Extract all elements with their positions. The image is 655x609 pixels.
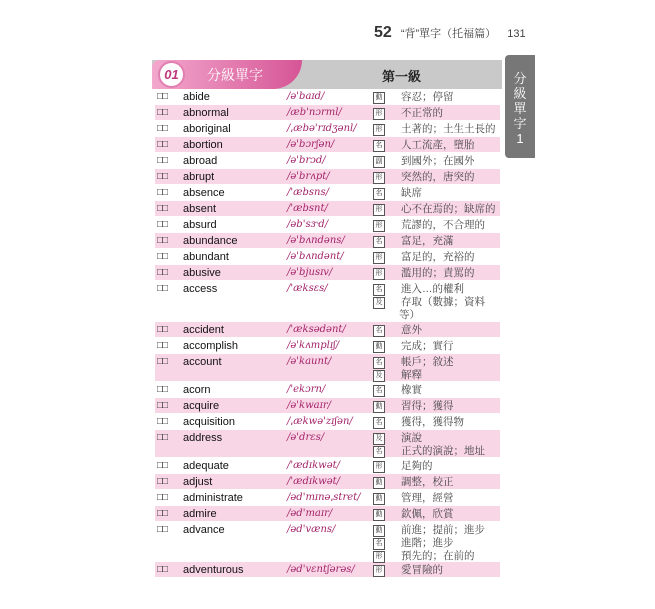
side-tab-char: 字 (513, 116, 527, 131)
definition-text: 突然的，唐突的 (401, 171, 475, 183)
vocab-word: abundance (183, 235, 238, 247)
vocab-definitions (373, 139, 500, 152)
vocab-definitions (373, 524, 500, 563)
vocab-phonetic: /'ædɪkwət/ (287, 460, 341, 471)
vocab-row (155, 281, 500, 322)
vocab-definitions (373, 235, 500, 248)
vocab-row (155, 382, 500, 398)
definition-line (373, 187, 500, 200)
review-checkbox-icon: □□ (157, 219, 168, 230)
definition-text: 意外 (401, 324, 422, 336)
part-of-speech-badge: 動 (373, 493, 385, 505)
definition-line (373, 296, 500, 309)
vocab-definitions (373, 155, 500, 168)
definition-line (373, 524, 500, 537)
definition-line (373, 537, 500, 550)
definition-text: 富足，充滿 (401, 235, 454, 247)
vocab-definitions (373, 508, 500, 521)
page-section-number: 52 (374, 24, 392, 41)
part-of-speech-badge: 名 (373, 446, 385, 458)
review-checkbox-icon: □□ (157, 203, 168, 214)
definition-line (373, 508, 500, 521)
definition-text: 解釋 (401, 369, 422, 381)
vocab-word: administrate (183, 492, 243, 504)
vocab-row (155, 414, 500, 430)
part-of-speech-badge: 及 (373, 433, 385, 445)
vocab-row (155, 338, 500, 354)
vocab-row (155, 249, 500, 265)
vocab-phonetic: /'ædɪkwət/ (287, 476, 341, 487)
definition-text: 容忍；停留 (401, 91, 454, 103)
definition-line (373, 267, 500, 280)
part-of-speech-badge: 形 (373, 461, 385, 473)
definition-text: 進階；進步 (401, 537, 454, 549)
vocab-row (155, 354, 500, 382)
part-of-speech-badge: 名 (373, 417, 385, 429)
vocabulary-list (155, 89, 500, 578)
definition-line (373, 155, 500, 168)
vocab-row (155, 169, 500, 185)
definition-line (373, 107, 500, 120)
vocab-phonetic: /ə'kwaɪr/ (287, 400, 331, 411)
vocab-definitions (373, 356, 500, 382)
vocab-row (155, 490, 500, 506)
part-of-speech-badge: 形 (373, 252, 385, 264)
vocab-definitions (373, 416, 500, 429)
definition-line (373, 492, 500, 505)
part-of-speech-badge: 名 (373, 284, 385, 296)
definition-line (373, 309, 500, 322)
part-of-speech-badge: 名 (373, 538, 385, 550)
vocab-phonetic: /ə'baɪd/ (287, 91, 325, 102)
vocab-word: abundant (183, 251, 229, 263)
part-of-speech-badge: 形 (373, 172, 385, 184)
review-checkbox-icon: □□ (157, 492, 168, 503)
definition-line (373, 369, 500, 382)
vocab-word: address (183, 432, 223, 444)
part-of-speech-badge: 動 (373, 341, 385, 353)
vocab-word: accident (183, 324, 224, 336)
vocab-row (155, 506, 500, 522)
page-header (374, 24, 624, 44)
vocab-definitions (373, 340, 500, 353)
vocab-word: access (183, 283, 218, 295)
vocab-definitions (373, 123, 500, 136)
vocab-definitions (373, 564, 500, 577)
review-checkbox-icon: □□ (157, 139, 168, 150)
vocab-phonetic: /əd'mɪnəˌstret/ (287, 492, 361, 503)
vocab-definitions (373, 203, 500, 216)
definition-line (373, 400, 500, 413)
vocab-definitions (373, 171, 500, 184)
vocab-phonetic: /'æbsnt/ (287, 203, 328, 214)
review-checkbox-icon: □□ (157, 476, 168, 487)
definition-line (373, 139, 500, 152)
definition-text: 存取（數據；資料 (401, 296, 485, 308)
vocab-row (155, 458, 500, 474)
part-of-speech-badge: 形 (373, 565, 385, 577)
page-number: 131 (507, 28, 526, 40)
vocab-word: aboriginal (183, 123, 231, 135)
vocab-row (155, 398, 500, 414)
vocab-row (155, 201, 500, 217)
part-of-speech-badge: 名 (373, 357, 385, 369)
vocab-definitions (373, 187, 500, 200)
vocab-word: abroad (183, 155, 218, 167)
definition-text: 進入…的權利 (401, 283, 464, 295)
review-checkbox-icon: □□ (157, 251, 168, 262)
review-checkbox-icon: □□ (157, 267, 168, 278)
part-of-speech-badge: 及 (373, 370, 385, 382)
definition-text: 管理，經營 (401, 492, 454, 504)
vocab-row (155, 137, 500, 153)
review-checkbox-icon: □□ (157, 123, 168, 134)
definition-text: 人工流產，墮胎 (401, 139, 475, 151)
vocab-definitions (373, 251, 500, 264)
definition-line (373, 324, 500, 337)
vocab-word: adventurous (183, 564, 244, 576)
side-tab-char: 級 (513, 86, 527, 101)
vocab-word: acorn (183, 384, 211, 396)
vocab-row (155, 121, 500, 137)
review-checkbox-icon: □□ (157, 171, 168, 182)
definition-text: 獲得，獲得物 (401, 416, 464, 428)
section-name: 分級單字 (207, 67, 263, 83)
vocab-phonetic: /ə'bɔrʃən/ (287, 139, 335, 150)
review-checkbox-icon: □□ (157, 356, 168, 367)
definition-line (373, 445, 500, 458)
definition-line (373, 219, 500, 232)
definition-text: 土著的；土生土長的 (401, 123, 496, 135)
definition-line (373, 416, 500, 429)
vocab-phonetic: /ə'drɛs/ (287, 432, 325, 443)
review-checkbox-icon: □□ (157, 187, 168, 198)
vocab-word: accomplish (183, 340, 239, 352)
vocab-phonetic: /æb'nɔrml/ (287, 107, 342, 118)
review-checkbox-icon: □□ (157, 416, 168, 427)
vocab-word: absence (183, 187, 225, 199)
side-tab-char: 分 (513, 71, 527, 86)
vocab-definitions (373, 476, 500, 489)
definition-line (373, 340, 500, 353)
definition-line (373, 564, 500, 577)
part-of-speech-badge: 動 (373, 525, 385, 537)
vocab-phonetic: /əb'sɝd/ (287, 219, 329, 230)
vocab-word: account (183, 356, 222, 368)
vocab-phonetic: /'æksədənt/ (287, 324, 346, 335)
review-checkbox-icon: □□ (157, 384, 168, 395)
definition-line (373, 384, 500, 397)
definition-line (373, 550, 500, 563)
definition-line (373, 251, 500, 264)
vocab-word: abortion (183, 139, 223, 151)
vocab-phonetic: /'æbsns/ (287, 187, 329, 198)
vocab-word: adequate (183, 460, 229, 472)
vocab-definitions (373, 400, 500, 413)
vocab-row (155, 265, 500, 281)
definition-line (373, 476, 500, 489)
vocab-phonetic: /ə'bʌndəns/ (287, 235, 345, 246)
definition-text: 心不在焉的；缺席的 (401, 203, 496, 215)
vocab-definitions (373, 460, 500, 473)
definition-text: 調整，校正 (401, 476, 454, 488)
review-checkbox-icon: □□ (157, 155, 168, 166)
vocab-word: abrupt (183, 171, 215, 183)
review-checkbox-icon: □□ (157, 432, 168, 443)
definition-text: 欽佩，欣賞 (401, 508, 454, 520)
book-title: “背”單字（托福篇） (400, 28, 497, 40)
chapter-side-tab (505, 55, 535, 158)
vocab-definitions (373, 283, 500, 322)
vocab-phonetic: /ˌækwə'zɪʃən/ (287, 416, 353, 427)
part-of-speech-badge: 名 (373, 140, 385, 152)
vocab-row (155, 322, 500, 338)
definition-text: 預先的；在前的 (401, 550, 475, 562)
review-checkbox-icon: □□ (157, 107, 168, 118)
definition-text: 等） (399, 309, 420, 321)
review-checkbox-icon: □□ (157, 508, 168, 519)
vocab-row (155, 185, 500, 201)
vocab-definitions (373, 492, 500, 505)
part-of-speech-badge: 形 (373, 551, 385, 563)
part-of-speech-badge: 及 (373, 297, 385, 309)
definition-line (373, 91, 500, 104)
vocab-word: acquire (183, 400, 220, 412)
definition-line (373, 432, 500, 445)
vocab-word: absent (183, 203, 217, 215)
vocab-word: advance (183, 524, 225, 536)
vocab-phonetic: /əd'væns/ (287, 524, 336, 535)
vocab-phonetic: /ə'kaunt/ (287, 356, 332, 367)
vocab-row (155, 430, 500, 458)
vocab-phonetic: /ə'brʌpt/ (287, 171, 330, 182)
vocab-row (155, 105, 500, 121)
side-tab-char: 1 (516, 131, 524, 146)
definition-text: 不正常的 (401, 107, 443, 119)
review-checkbox-icon: □□ (157, 324, 168, 335)
definition-text: 足夠的 (401, 460, 433, 472)
review-checkbox-icon: □□ (157, 564, 168, 575)
part-of-speech-badge: 形 (373, 124, 385, 136)
review-checkbox-icon: □□ (157, 340, 168, 351)
vocab-word: abide (183, 91, 210, 103)
vocab-row (155, 522, 500, 562)
part-of-speech-badge: 名 (373, 188, 385, 200)
part-of-speech-badge: 形 (373, 268, 385, 280)
part-of-speech-badge: 形 (373, 220, 385, 232)
vocab-row (155, 474, 500, 490)
part-of-speech-badge: 名 (373, 236, 385, 248)
definition-text: 習得；獲得 (401, 400, 454, 412)
section-number-badge: 01 (158, 61, 185, 88)
section-pink-tab (152, 60, 302, 89)
vocab-phonetic: /əd'vɛntʃərəs/ (287, 564, 355, 575)
definition-text: 缺席 (401, 187, 422, 199)
vocab-row (155, 562, 500, 578)
definition-text: 愛冒險的 (401, 564, 443, 576)
vocab-word: adjust (183, 476, 213, 488)
vocab-definitions (373, 267, 500, 280)
vocab-definitions (373, 91, 500, 104)
part-of-speech-badge: 動 (373, 401, 385, 413)
part-of-speech-badge: 形 (373, 108, 385, 120)
vocab-row (155, 233, 500, 249)
vocab-word: acquisition (183, 416, 235, 428)
review-checkbox-icon: □□ (157, 400, 168, 411)
part-of-speech-badge: 動 (373, 509, 385, 521)
review-checkbox-icon: □□ (157, 235, 168, 246)
vocab-phonetic: /ə'bjusɪv/ (287, 267, 333, 278)
definition-text: 正式的演說；地址 (401, 445, 485, 457)
vocab-phonetic: /əd'maɪr/ (287, 508, 333, 519)
review-checkbox-icon: □□ (157, 460, 168, 471)
vocab-word: absurd (183, 219, 217, 231)
definition-text: 荒謬的，不合理的 (401, 219, 485, 231)
vocab-phonetic: /'ekɔrn/ (287, 384, 326, 395)
vocab-phonetic: /ə'kʌmplɪʃ/ (287, 340, 340, 351)
vocab-definitions (373, 219, 500, 232)
part-of-speech-badge: 動 (373, 477, 385, 489)
definition-line (373, 235, 500, 248)
part-of-speech-badge: 動 (373, 92, 385, 104)
part-of-speech-badge: 名 (373, 325, 385, 337)
definition-text: 帳戶；敘述 (401, 356, 454, 368)
review-checkbox-icon: □□ (157, 524, 168, 535)
definition-line (373, 460, 500, 473)
vocab-row (155, 89, 500, 105)
vocab-word: abusive (183, 267, 221, 279)
vocab-definitions (373, 384, 500, 397)
definition-text: 到國外；在國外 (401, 155, 475, 167)
definition-text: 前進；提前；進步 (401, 524, 485, 536)
definition-text: 橡實 (401, 384, 422, 396)
vocab-phonetic: /ə'brɔd/ (287, 155, 326, 166)
definition-text: 演說 (401, 432, 422, 444)
definition-text: 完成；實行 (401, 340, 454, 352)
vocab-definitions (373, 432, 500, 458)
review-checkbox-icon: □□ (157, 283, 168, 294)
vocab-phonetic: /'æksɛs/ (287, 283, 328, 294)
part-of-speech-badge (373, 310, 383, 320)
vocab-phonetic: /ə'bʌndənt/ (287, 251, 344, 262)
level-label: 第一級 (382, 69, 422, 84)
definition-line (373, 356, 500, 369)
vocab-word: admire (183, 508, 217, 520)
section-title-bar (152, 60, 502, 89)
part-of-speech-badge: 形 (373, 204, 385, 216)
vocab-row (155, 153, 500, 169)
side-tab-char: 單 (513, 101, 527, 116)
definition-text: 濫用的；責罵的 (401, 267, 475, 279)
vocab-row (155, 217, 500, 233)
definition-line (373, 123, 500, 136)
part-of-speech-badge: 名 (373, 385, 385, 397)
definition-line (373, 283, 500, 296)
review-checkbox-icon: □□ (157, 91, 168, 102)
definition-line (373, 203, 500, 216)
part-of-speech-badge: 副 (373, 156, 385, 168)
vocab-phonetic: /ˌæbə'rɪdʒənl/ (287, 123, 357, 134)
vocab-definitions (373, 324, 500, 337)
vocab-word: abnormal (183, 107, 229, 119)
definition-text: 富足的，充裕的 (401, 251, 475, 263)
vocab-definitions (373, 107, 500, 120)
definition-line (373, 171, 500, 184)
